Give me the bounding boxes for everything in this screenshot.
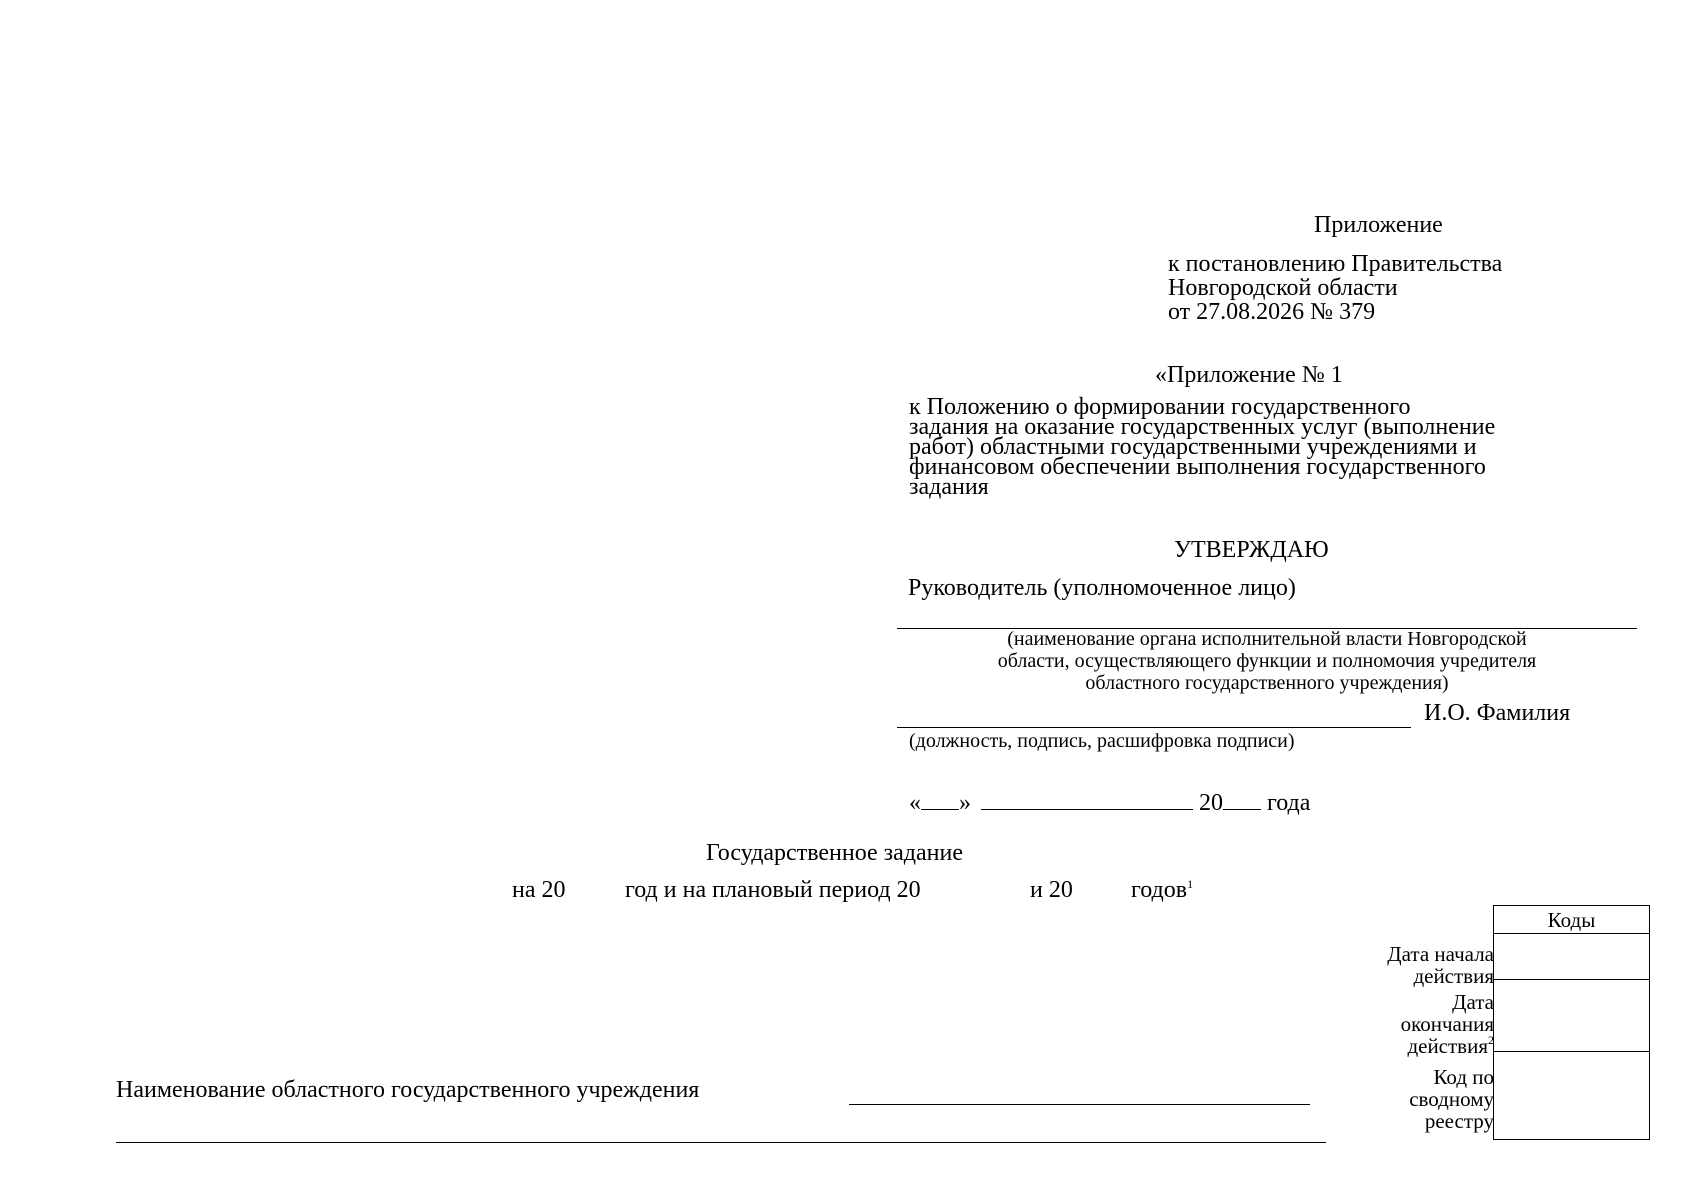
label-line: окончания <box>1400 1012 1494 1036</box>
label-line <box>1401 1035 1494 1057</box>
label-line: Код по <box>1433 1065 1494 1089</box>
resolution-line: от 27.08.2026 № 379 <box>1168 299 1376 325</box>
date-close-quote: » <box>959 790 971 816</box>
label-line: Дата <box>1452 990 1494 1014</box>
regulation-line: задания <box>909 474 989 500</box>
caption-line: областного государственного учреждения) <box>1085 672 1449 694</box>
end-date-code-cell <box>1494 980 1650 1052</box>
year-blank <box>1223 789 1261 810</box>
day-blank <box>921 789 959 810</box>
regulation-line: задания на оказание государственных услуг (выполнение <box>909 414 1496 440</box>
footnote-2: 2 <box>1488 1033 1494 1047</box>
date-open-quote: « <box>909 790 921 816</box>
caption-line: области, осуществляющего функции и полномочия учредителя <box>997 650 1537 672</box>
signature-line <box>897 727 1411 728</box>
regulation-line: финансовом обеспечении выполнения государственного <box>909 454 1486 480</box>
period-mid: год и на плановый период 20 <box>625 877 921 903</box>
label-line: реестру <box>1424 1109 1494 1133</box>
registry-code-label <box>1409 1066 1494 1132</box>
footnote-1: 1 <box>1187 877 1194 891</box>
regulation-line: к Положению о формировании государственного <box>909 394 1411 420</box>
start-date-code-cell <box>1494 934 1650 980</box>
codes-header: Коды <box>1494 906 1650 934</box>
label-line: сводному <box>1409 1087 1494 1111</box>
period-and: и 20 <box>1030 877 1073 903</box>
month-blank <box>981 789 1193 810</box>
period-na: на 20 <box>512 877 566 903</box>
date-year-suffix: года <box>1267 790 1311 816</box>
document-title: Государственное задание <box>706 840 964 866</box>
end-date-label <box>1401 991 1494 1057</box>
authority-caption <box>897 628 1637 694</box>
resolution-reference <box>1168 252 1502 324</box>
approval-date <box>909 789 1310 817</box>
head-label: Руководитель (уполномоченное лицо) <box>908 575 1296 601</box>
regulation-line: работ) областными государственными учреждениями и <box>909 434 1477 460</box>
codes-table <box>1493 905 1650 1140</box>
institution-name-line-2 <box>116 1142 1326 1143</box>
label-word: действия <box>1407 1034 1488 1058</box>
signer-name: И.О. Фамилия <box>1424 700 1571 726</box>
date-year-prefix: 20 <box>1199 790 1223 816</box>
start-date-label <box>1387 943 1494 987</box>
registry-code-cell <box>1494 1052 1650 1140</box>
institution-name-line <box>849 1104 1310 1105</box>
caption-line: (наименование органа исполнительной власти Новгородской <box>1007 628 1527 650</box>
appendix-title: Приложение <box>1314 212 1443 238</box>
appendix-number: «Приложение № 1 <box>1155 362 1343 388</box>
approve-heading: УТВЕРЖДАЮ <box>1174 537 1329 563</box>
resolution-line: Новгородской области <box>1168 275 1398 301</box>
signature-caption: (должность, подпись, расшифровка подписи) <box>909 730 1295 752</box>
institution-label: Наименование областного государственного учреждения <box>116 1077 700 1103</box>
label-line: действия <box>1413 964 1494 988</box>
period-end <box>1131 877 1193 904</box>
regulation-reference <box>909 394 1496 500</box>
resolution-line: к постановлению Правительства <box>1168 251 1503 277</box>
label-line: Дата начала <box>1387 942 1494 966</box>
period-end-word: годов <box>1131 877 1188 903</box>
